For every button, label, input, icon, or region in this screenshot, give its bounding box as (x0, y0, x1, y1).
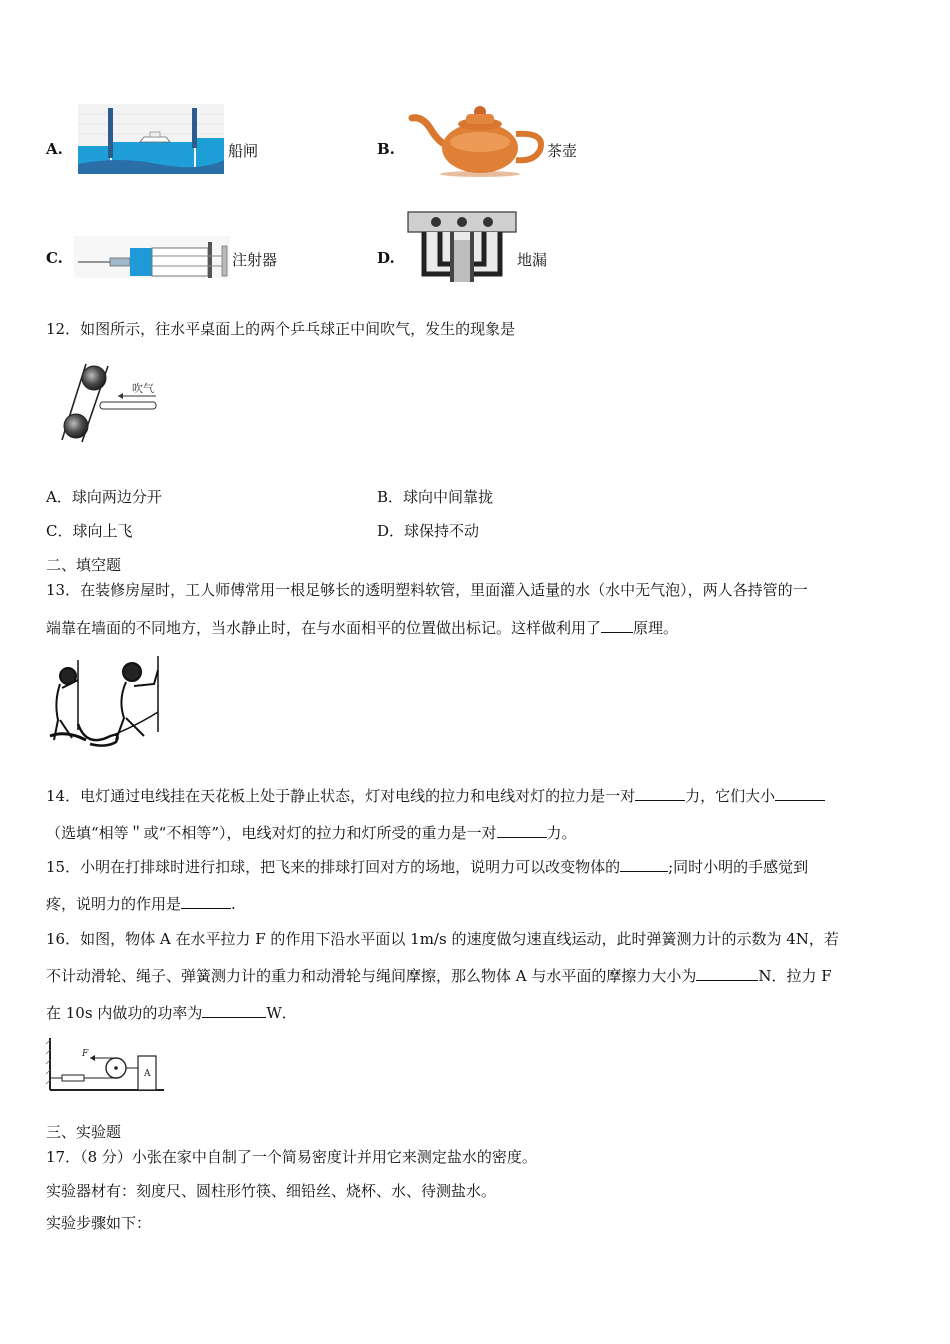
question-15-line2 (46, 894, 236, 914)
question-14-text-d: 力。 (546, 824, 577, 842)
option-a-label: A. (46, 140, 63, 158)
question-17-steps: 实验步骤如下： (46, 1214, 152, 1232)
question-12-option-b: B．球向中间靠拢 (377, 488, 494, 506)
question-14-blank-3[interactable] (497, 823, 547, 838)
question-16-text-d: W． (266, 1004, 297, 1022)
question-16-blank-1[interactable] (696, 966, 758, 981)
question-14-text-c: （选填“相等＂或“不相等”），电线对灯的拉力和灯所受的重力是一对 (46, 824, 497, 842)
question-16-text-a: 不计动滑轮、绳子、弹簧测力计的重力和动滑轮与绳间摩擦，那么物体 A 与水平面的摩擦力大小为 (46, 967, 697, 985)
floor-drain-figure (406, 210, 518, 284)
ship-lock-figure (78, 104, 224, 174)
question-15-text-a: 15．小明在打排球时进行扣球，把飞来的排球打回对方的场地，说明力可以改变物体的 (46, 858, 621, 876)
section-2-title: 二、填空题 (46, 556, 122, 574)
question-13-line2 (46, 618, 678, 638)
question-16-blank-2[interactable] (202, 1003, 266, 1018)
option-b-caption: 茶壶 (547, 142, 578, 160)
force-f-label: F (82, 1049, 89, 1059)
workers-water-level-figure (46, 650, 176, 748)
block-a-label: A (144, 1069, 151, 1079)
option-c-caption: 注射器 (232, 251, 278, 269)
blow-air-label: 吹气 (132, 382, 154, 395)
question-15-blank-2[interactable] (181, 894, 231, 909)
question-15-text-d: . (231, 895, 236, 913)
question-12-option-d: D．球保持不动 (377, 522, 480, 540)
question-14-text-b: 力，它们大小 (685, 787, 776, 805)
question-15-blank-1[interactable] (620, 857, 668, 872)
question-14-line1 (46, 786, 825, 806)
section-3-title: 三、实验题 (46, 1123, 122, 1141)
question-15-text-b: ;同时小明的手感觉到 (668, 858, 809, 876)
question-15-line1 (46, 857, 808, 877)
question-16-line2 (46, 966, 832, 986)
pulley-figure (46, 1036, 166, 1092)
question-14-blank-1[interactable] (635, 786, 685, 801)
ping-pong-balls-figure (56, 362, 168, 446)
option-a-caption: 船闸 (228, 142, 259, 160)
question-13-text-b: 原理。 (633, 619, 679, 637)
option-d-label: D. (377, 249, 395, 267)
question-14-text-a: 14．电灯通过电线挂在天花板上处于静止状态，灯对电线的拉力和电线对灯的拉力是一对 (46, 787, 636, 805)
question-15-text-c: 疼，说明力的作用是 (46, 895, 182, 913)
question-16-line1: 16．如图，物体 A 在水平拉力 F 的作用下沿水平面以 1m/s 的速度做匀速直线运动，此时弹簧测力计的示数为 4N，若 (46, 930, 839, 948)
question-12-stem: 12．如图所示，往水平桌面上的两个乒乓球正中间吹气，发生的现象是 (46, 320, 516, 338)
teapot-figure (408, 98, 550, 178)
question-17-stem: 17．（8 分）小张在家中自制了一个简易密度计并用它来测定盐水的密度。 (46, 1148, 537, 1166)
question-16-text-c: 在 10s 内做功的功率为 (46, 1004, 203, 1022)
question-13-blank[interactable] (601, 618, 633, 633)
question-13-line1: 13．在装修房屋时，工人师傅常用一根足够长的透明塑料软管，里面灌入适量的水（水中无气泡），两人各持管的一 (46, 581, 808, 599)
question-12-option-a: A．球向两边分开 (46, 488, 162, 506)
question-17-materials: 实验器材有：刻度尺、圆柱形竹筷、细铅丝、烧杯、水、待测盐水。 (46, 1182, 497, 1200)
option-b-label: B. (377, 140, 395, 158)
syringe-figure (74, 236, 230, 278)
option-c-label: C. (46, 249, 63, 267)
question-14-blank-2[interactable] (775, 786, 825, 801)
question-16-line3 (46, 1003, 297, 1023)
option-d-caption: 地漏 (517, 251, 548, 269)
question-13-text-a: 端靠在墙面的不同地方，当水静止时，在与水面相平的位置做出标记。这样做利用了 (46, 619, 602, 637)
question-16-text-b: N．拉力 F (758, 967, 832, 985)
question-12-option-c: C．球向上飞 (46, 522, 133, 540)
question-14-line2 (46, 823, 577, 843)
